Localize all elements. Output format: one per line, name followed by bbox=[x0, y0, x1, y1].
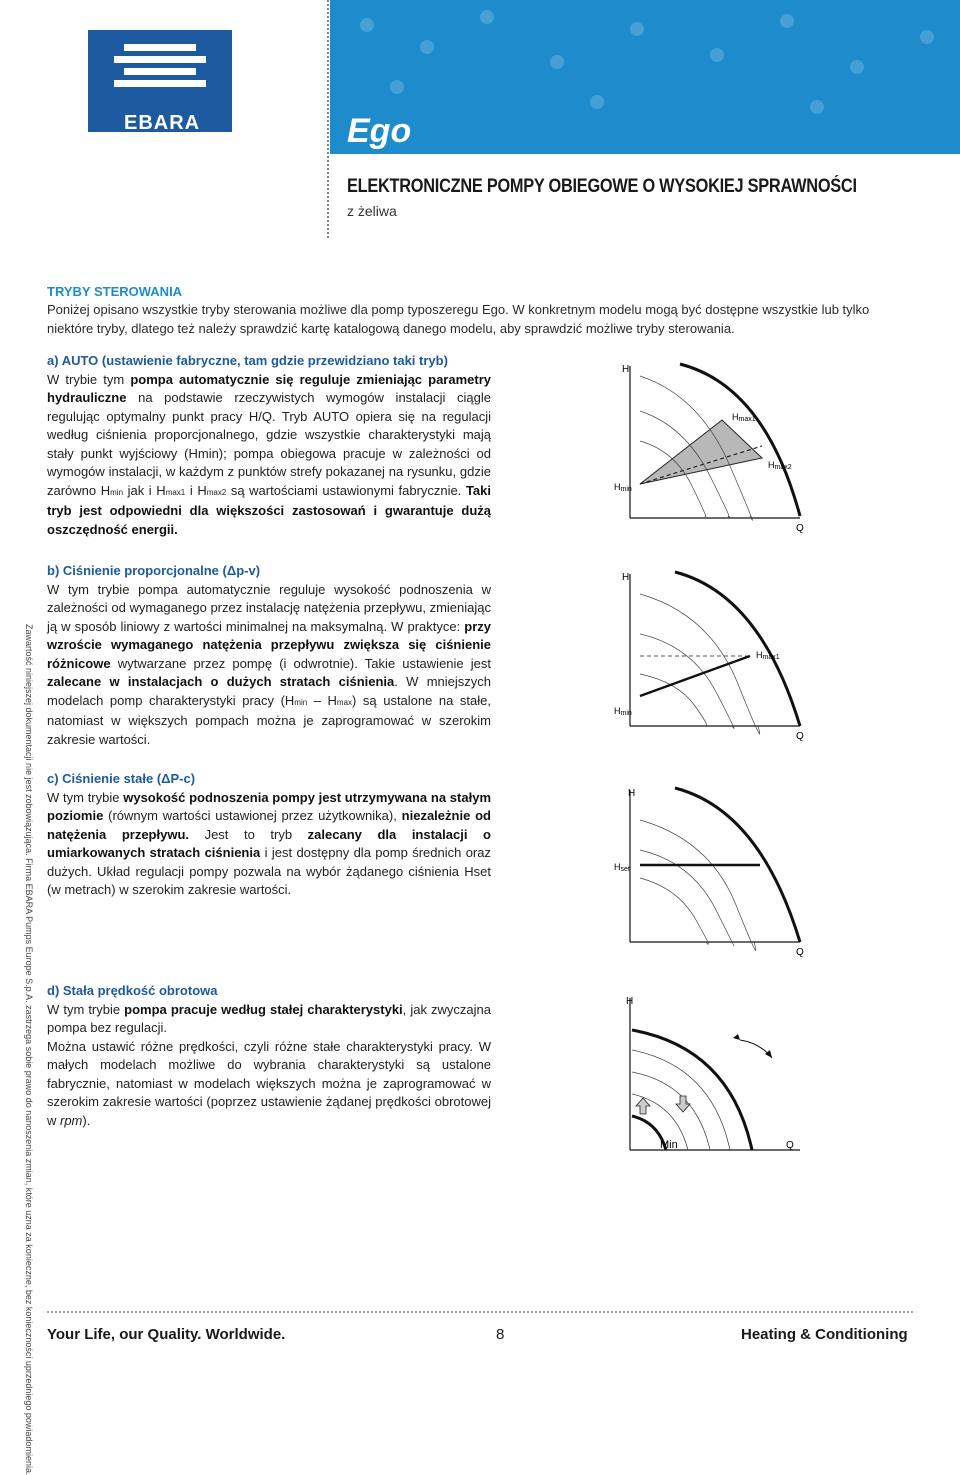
diag-b-q: Q bbox=[796, 731, 804, 742]
diag-d-q: Q bbox=[786, 1140, 794, 1151]
diag-b-hmin: Hmin bbox=[614, 706, 632, 717]
mode-a-s1: min bbox=[110, 487, 124, 497]
logo-waves-icon bbox=[100, 40, 220, 100]
mode-c-b1: wysokość podnoszenia pompy jest utrzymywana na stałym poziomie bbox=[47, 789, 492, 823]
mode-c-b3: zalecany dla instalacji o umiarkowanych stratach ciśnienia bbox=[47, 826, 491, 860]
diag-a-hmin: Hmin bbox=[614, 482, 632, 493]
mode-c-heading: c) Ciśnienie stałe (ΔP-c) bbox=[47, 771, 196, 786]
diagram-proportional bbox=[600, 564, 830, 744]
brand-title: Ego bbox=[347, 112, 412, 150]
diagram-fixed-speed bbox=[600, 988, 830, 1168]
mode-b-t2: wytwarzane przez pompę (i odwrotnie). Takie ustawienie jest bbox=[110, 655, 491, 671]
mode-c-t4: i jest dostępny dla pomp średnich oraz dużych. Układ regulacji pompy pozwala na wybór żądanego ciśnienia Hset (w metrach) w szerokim zakresie wartości. bbox=[47, 845, 491, 897]
side-disclaimer-text: Zawartość niniejszej dokumentacji nie jest zobowiązująca. Firma EBARA Pumps Europe S.p.A. zastrzega sobie prawo do nanoszenia zmian, które uzna za konieczne, bez konieczności uprzedniego powiadomienia. bbox=[24, 624, 34, 1475]
mode-b-t4: – H bbox=[307, 692, 337, 708]
mode-c-t3: Jest to tryb bbox=[189, 826, 308, 842]
footer-divider bbox=[47, 1311, 913, 1313]
mode-b-s1: min bbox=[294, 697, 308, 707]
logo-text: EBARA bbox=[124, 112, 201, 134]
mode-c-text bbox=[47, 770, 491, 900]
mode-d-i1: rpm bbox=[60, 1112, 83, 1128]
mode-b-t5: ) są ustalone na stałe, natomiast w większych pompach można je zaprogramować w szerokim zakresie wartości. bbox=[47, 692, 491, 747]
mode-b-s2: max bbox=[336, 697, 353, 707]
mode-d-t2: , jak zwyczajna pompa bez regulacji. bbox=[47, 1001, 491, 1035]
mode-c-b2: niezależnie od natężenia przepływu. bbox=[47, 808, 491, 842]
header-logo-area bbox=[0, 0, 328, 238]
mode-a-t1: W trybie tym bbox=[47, 371, 131, 387]
diag-a-hmax2: Hmax2 bbox=[768, 460, 792, 471]
mode-d-heading: d) Stała prędkość obrotowa bbox=[47, 983, 218, 998]
mode-a-b2: Taki tryb jest odpowiedni dla większości zastosowań i gwarantuje dużą oszczędność energii. bbox=[47, 482, 492, 537]
mode-b-text bbox=[47, 562, 491, 749]
mode-b-t3: . W mniejszych modelach pomp charakterystyki pracy (H bbox=[47, 674, 491, 708]
mode-d-t1: W tym trybie bbox=[47, 1001, 125, 1017]
diag-b-hmax1: Hmax1 bbox=[756, 650, 780, 661]
page-subtitle: z żeliwa bbox=[347, 203, 397, 219]
mode-a-t3: jak i H bbox=[123, 482, 166, 498]
mode-a-heading: a) AUTO (ustawienie fabryczne, tam gdzie przewidziano taki tryb) bbox=[47, 353, 448, 368]
mode-b-t1: W tym trybie pompa automatycznie reguluje wysokość podnoszenia w zależności od wymaganego przez instalację natężenia przepływu, zmieniając ją w sposób liniowy z wartości minimalnej na maksymalną. W praktyce: bbox=[47, 581, 491, 634]
diag-b-h: H bbox=[622, 572, 630, 583]
mode-d-t3: Można ustawić różne prędkości, czyli różne stałe charakterystyki pracy. W małych modelach możliwe do wybrania charakterystyki są ustalone fabrycznie, natomiast w modelach większych można je zaprogramować w szerokim zakresie wartości (poprzez ustawienie żądanej prędkości obrotowej w bbox=[47, 1038, 491, 1128]
mode-b-b1: przy wzroście wymaganego natężenia przepływu zwiększa się ciśnienie różnicowe bbox=[47, 618, 491, 671]
header-banner bbox=[330, 0, 960, 154]
mode-a-b1: pompa automatycznie się reguluje zmieniając parametry hydrauliczne bbox=[47, 371, 491, 405]
section-title: TRYBY STEROWANIA bbox=[47, 284, 183, 299]
footer-slogan: Your Life, our Quality. Worldwide. bbox=[47, 1326, 286, 1343]
header-divider bbox=[327, 0, 329, 238]
section-intro: Poniżej opisano wszystkie tryby sterowania możliwe dla pomp typoszeregu Ego. W konkretnym modelu mogą być dostępne wszystkie lub tylko niektóre tryby, dlatego też należy sprawdzić kartę katalogową danego modelu, aby sprawdzić możliwe tryby sterowania. bbox=[47, 302, 870, 336]
diag-c-hset: Hset bbox=[614, 862, 630, 873]
footer-category: Heating & Conditioning bbox=[741, 1326, 908, 1343]
diagram-constant-pressure bbox=[600, 780, 830, 960]
mode-b-heading: b) Ciśnienie proporcjonalne (Δp-v) bbox=[47, 563, 261, 578]
diag-a-hmax1: Hmax1 bbox=[732, 412, 756, 423]
mode-d-text bbox=[47, 982, 491, 1130]
mode-c-t1: W tym trybie bbox=[47, 789, 124, 805]
mode-b-b2: zalecane w instalacjach o dużych stratach ciśnienia bbox=[47, 674, 395, 689]
mode-c-t2: (równym wartości ustawionej przez użytkownika), bbox=[103, 808, 402, 823]
mode-a-s3: max2 bbox=[206, 487, 227, 497]
mode-d-t4: ). bbox=[82, 1112, 91, 1128]
mode-a-text bbox=[47, 352, 491, 539]
diag-d-min: Min bbox=[660, 1139, 678, 1151]
mode-a-t2: na podstawie rzeczywistych wymogów instalacji ciągle regulując optymalny punkt pracy H/Q. Tryb AUTO opiera się na regulacji według ciśnienia proporcjonalnego, gdzie wszystkie charakterystyki mają stały punkt wyjściowy (Hmin); pompa obiegowa pracuje w zależności od wymogów instalacji, w każdym z punktów strefy pokazanej na rysunku, gdzie zarówno H bbox=[47, 390, 491, 498]
diag-c-h: H bbox=[628, 788, 636, 799]
page-number: 8 bbox=[496, 1326, 505, 1343]
diag-d-h: H bbox=[626, 996, 634, 1007]
diagram-auto bbox=[600, 356, 830, 536]
side-disclaimer bbox=[22, 624, 36, 1475]
page-title: ELEKTRONICZNE POMPY OBIEGOWE O WYSOKIEJ SPRAWNOŚCI bbox=[347, 176, 857, 197]
diag-a-q: Q bbox=[796, 523, 804, 534]
mode-a-s2: max1 bbox=[165, 487, 186, 497]
mode-d-b1: pompa pracuje według stałej charakterystyki bbox=[124, 1001, 403, 1017]
diag-c-q: Q bbox=[796, 947, 804, 958]
mode-a-t5: są wartościami ustawionymi fabrycznie. bbox=[226, 482, 466, 498]
mode-a-t4: i H bbox=[185, 482, 207, 498]
diag-a-h: H bbox=[622, 364, 630, 375]
